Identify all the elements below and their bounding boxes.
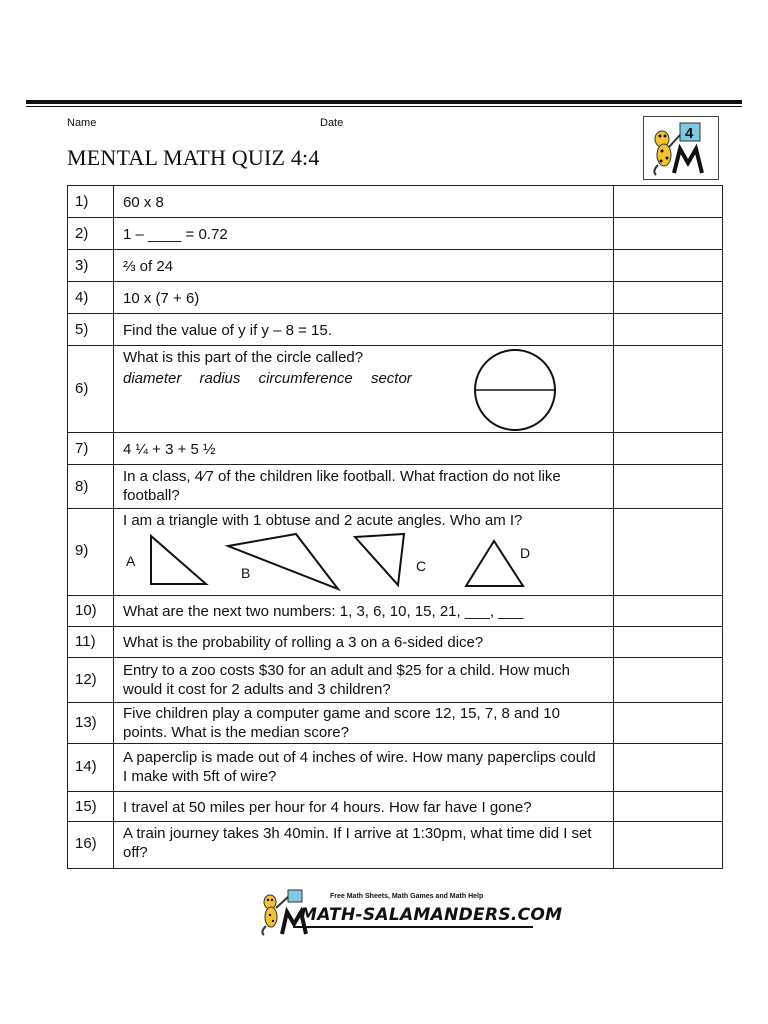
answer-divider: [613, 627, 614, 657]
question-text: 60 x 8: [123, 194, 164, 211]
question-row-8: [68, 465, 722, 509]
question-text: I am a triangle with 1 obtuse and 2 acute angles. Who am I?: [123, 512, 523, 529]
question-text: 1 – ____ = 0.72: [123, 226, 228, 243]
shape-label-c: C: [416, 558, 427, 574]
quiz-table: [67, 185, 723, 869]
footer-underline: [293, 926, 533, 928]
question-row-11: [68, 627, 722, 658]
page-title: MENTAL MATH QUIZ 4:4: [67, 145, 320, 170]
question-text: Entry to a zoo costs $30 for an adult and $25 for a child. How much would it cost for 2 adults and 3 children?: [123, 662, 570, 698]
question-number: 7): [75, 440, 89, 457]
question-row-13: [68, 703, 722, 744]
question-row-5: [68, 314, 722, 346]
question-number: 15): [75, 798, 97, 815]
answer-divider: [613, 744, 614, 791]
footer-site-name: MATH-SALAMANDERS.COM: [300, 905, 563, 925]
question-row-10: [68, 596, 722, 627]
footer-tagline: Free Math Sheets, Math Games and Math Help: [330, 893, 484, 900]
question-number: 13): [75, 714, 97, 731]
triangle-icon: [466, 541, 523, 586]
question-row-1: [68, 186, 722, 218]
question-text: In a class, 4⁄7 of the children like football. What fraction do not like football?: [123, 468, 561, 504]
question-number: 14): [75, 758, 97, 775]
question-text: What is the probability of rolling a 3 on a 6-sided dice?: [123, 634, 484, 651]
header-rule-thick: [26, 100, 742, 104]
question-row-4: [68, 282, 722, 314]
question-number: 2): [75, 225, 89, 242]
question-number: 3): [75, 257, 89, 274]
answer-divider: [613, 509, 614, 595]
option-sector: sector: [370, 370, 412, 387]
question-row-9: [68, 509, 722, 596]
question-number: 16): [75, 835, 97, 852]
question-row-12: [68, 658, 722, 703]
question-number: 4): [75, 289, 89, 306]
question-text: What is this part of the circle called?: [123, 349, 364, 366]
question-number: 9): [75, 542, 89, 559]
option-radius: radius: [199, 370, 241, 387]
answer-divider: [613, 250, 614, 281]
circle-diagram-icon: [470, 349, 560, 431]
answer-divider: [613, 465, 614, 508]
option-circumference: circumference: [258, 370, 353, 387]
question-text: Find the value of y if y – 8 = 15.: [123, 322, 332, 339]
answer-divider: [613, 596, 614, 626]
circle-options: [123, 370, 426, 387]
triangle-icon: [355, 534, 404, 585]
question-row-7: [68, 433, 722, 465]
answer-divider: [613, 433, 614, 464]
question-row-15: [68, 792, 722, 822]
question-text: A train journey takes 3h 40min. If I arrive at 1:30pm, what time did I set off?: [123, 825, 592, 861]
triangle-shapes: [148, 531, 538, 591]
question-text: 4 ¼ + 3 + 5 ½: [123, 441, 216, 458]
logo-grade: 4: [685, 125, 694, 142]
question-number: 8): [75, 478, 89, 495]
shape-label-b: B: [241, 565, 251, 581]
question-number: 1): [75, 193, 89, 210]
question-row-2: [68, 218, 722, 250]
question-row-16: [68, 822, 722, 868]
question-text: Five children play a computer game and score 12, 15, 7, 8 and 10 points. What is the median score?: [123, 705, 560, 741]
question-text: 10 x (7 + 6): [123, 290, 200, 307]
question-number: 10): [75, 602, 97, 619]
answer-divider: [613, 346, 614, 432]
option-diameter: diameter: [123, 370, 182, 387]
question-number: 11): [75, 633, 96, 650]
answer-divider: [613, 792, 614, 821]
question-number: 6): [75, 380, 89, 397]
question-row-3: [68, 250, 722, 282]
answer-divider: [613, 314, 614, 345]
answer-divider: [613, 186, 614, 217]
shape-label-a: A: [126, 553, 136, 569]
question-row-14: [68, 744, 722, 792]
answer-divider: [613, 703, 614, 743]
number-column-divider: [113, 186, 114, 868]
header-rule-thin: [26, 106, 742, 107]
answer-divider: [613, 822, 614, 868]
date-label: Date: [320, 117, 344, 129]
question-text: A paperclip is made out of 4 inches of wire. How many paperclips could I make with 5ft of wire?: [123, 749, 596, 785]
shape-label-d: D: [520, 545, 531, 561]
answer-divider: [613, 218, 614, 249]
question-text: What are the next two numbers: 1, 3, 6, 10, 15, 21, ___, ___: [123, 603, 524, 620]
triangle-icon: [151, 536, 206, 584]
question-number: 12): [75, 671, 97, 688]
question-number: 5): [75, 321, 89, 338]
question-text: ⅔ of 24: [123, 258, 174, 275]
question-text: I travel at 50 miles per hour for 4 hours. How far have I gone?: [123, 799, 532, 816]
salamander-logo-icon: [643, 116, 719, 180]
answer-divider: [613, 282, 614, 313]
name-label: Name: [67, 117, 97, 129]
question-row-6: [68, 346, 722, 433]
answer-divider: [613, 658, 614, 702]
